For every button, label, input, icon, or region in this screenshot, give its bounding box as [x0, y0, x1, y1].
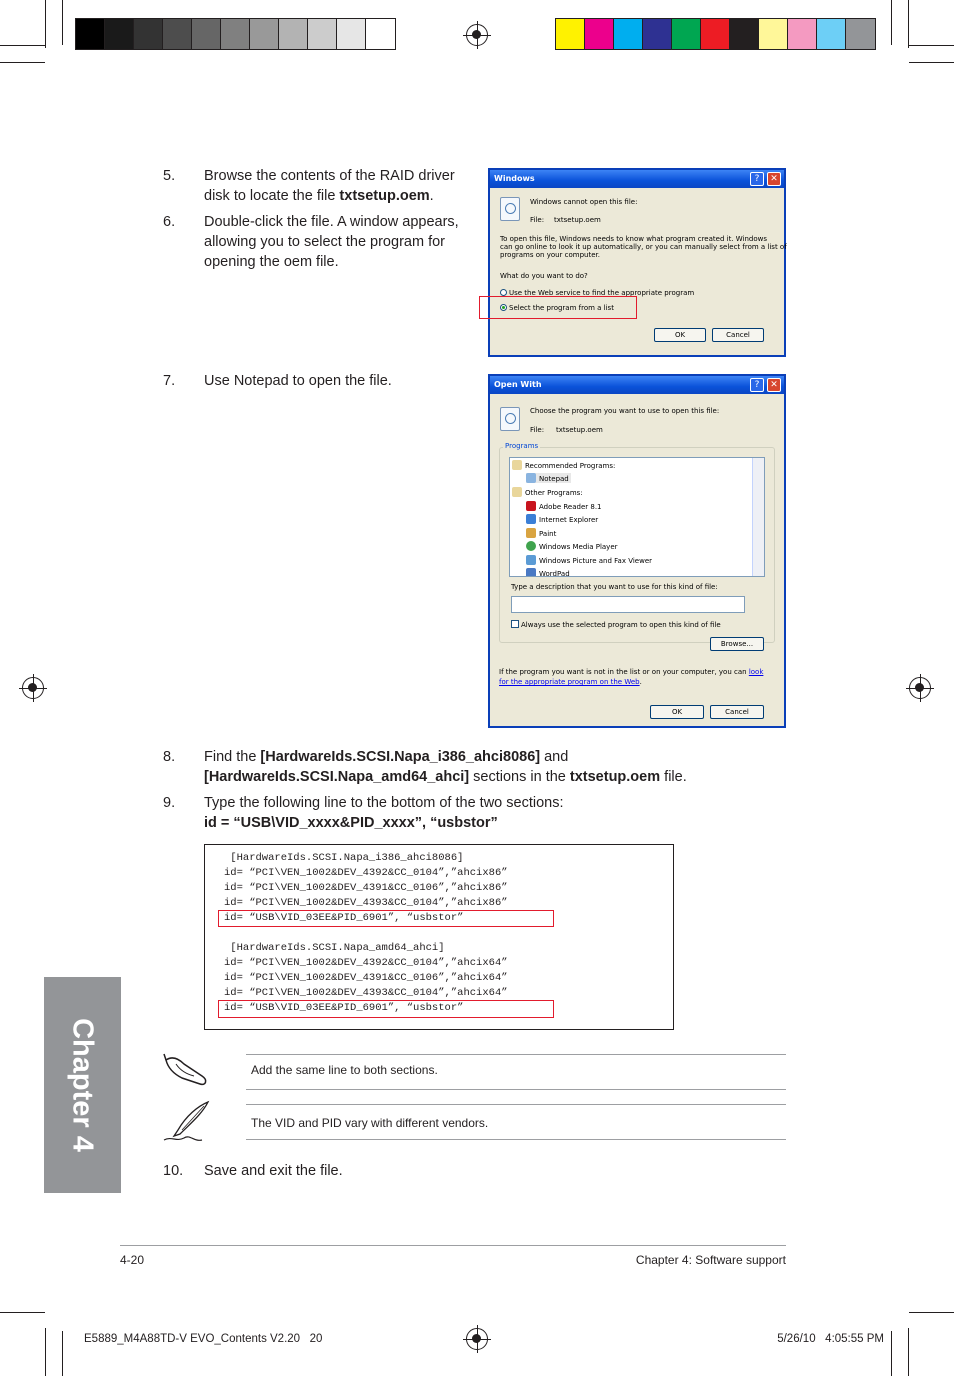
close-button[interactable]: ✕ [767, 378, 781, 392]
gray-swatch [279, 19, 308, 49]
color-swatch [817, 19, 846, 49]
ok-button[interactable]: OK [654, 328, 706, 342]
dialog-title: Windows [490, 170, 784, 188]
gray-swatch [163, 19, 192, 49]
wordpad-icon [526, 568, 536, 577]
registration-mark-icon [466, 1328, 488, 1350]
code-line: id= “PCI\VEN_1002&DEV_4392&CC_0104”,”ahcix86” [224, 867, 508, 879]
crop-mark [909, 45, 954, 46]
gray-swatch [105, 19, 134, 49]
color-swatch [730, 19, 759, 49]
crop-mark [909, 62, 954, 63]
notepad-icon [526, 473, 536, 483]
dialog-message: Windows cannot open this file: [530, 198, 638, 206]
step-text: and [540, 749, 569, 765]
program-label: Windows Media Player [539, 543, 618, 551]
highlight-box [218, 910, 554, 927]
note-divider [246, 1139, 786, 1140]
color-swatch [759, 19, 788, 49]
step-text: Browse the contents of the RAID driver [204, 168, 455, 184]
group-label: Programs [505, 442, 539, 450]
pen-note-icon [162, 1100, 212, 1146]
step-number: 5. [163, 168, 176, 184]
step-number: 7. [163, 373, 176, 389]
code-line: id= “PCI\VEN_1002&DEV_4391&CC_0106”,”ahcix86” [224, 882, 508, 894]
dialog-question: What do you want to do? [500, 272, 588, 280]
crop-mark [45, 1328, 46, 1376]
note-text: Add the same line to both sections. [251, 1063, 438, 1077]
crop-mark [908, 1328, 909, 1376]
web-notice [499, 678, 642, 686]
program-notepad[interactable] [526, 473, 571, 483]
description-input[interactable] [511, 596, 745, 613]
gray-swatch [76, 19, 105, 49]
crop-mark [45, 0, 46, 48]
media-player-icon [526, 541, 536, 551]
cancel-button[interactable]: Cancel [710, 705, 764, 719]
dialog-title: Open With [490, 376, 784, 394]
note-divider [246, 1089, 786, 1090]
section-name: [HardwareIds.SCSI.Napa_amd64_ahci] [204, 769, 470, 785]
step-text: Double-click the file. A window appears, [204, 214, 459, 230]
crop-mark [0, 1312, 45, 1313]
program-media-player[interactable] [526, 541, 618, 551]
step-text: sections in the [469, 769, 570, 785]
dialog-text: To open this file, Windows needs to know what program created it. Windows [500, 235, 768, 243]
color-swatch [672, 19, 701, 49]
footer-rule [120, 1245, 786, 1246]
footer-section: Chapter 4: Software support [635, 1253, 786, 1267]
list-header-label: Other Programs: [525, 489, 583, 497]
folder-icon [512, 487, 522, 497]
registration-mark-icon [466, 24, 488, 46]
registration-mark-icon [22, 677, 44, 699]
list-header-label: Recommended Programs: [525, 462, 616, 470]
step-8 [163, 747, 763, 789]
color-swatch [585, 19, 614, 49]
filename: txtsetup.oem [339, 188, 430, 204]
step-6 [163, 212, 473, 274]
note-divider [246, 1054, 786, 1055]
description-label: Type a description that you want to use for this kind of file: [511, 583, 718, 591]
adobe-reader-icon [526, 501, 536, 511]
step-number: 10. [163, 1163, 184, 1179]
step-number: 9. [163, 795, 176, 811]
notice-text: . [639, 678, 642, 686]
step-7 [163, 371, 473, 391]
file-search-icon [500, 407, 520, 431]
file-label: File: [530, 216, 545, 224]
chapter-tab [44, 977, 121, 1193]
program-label: WordPad [539, 570, 570, 577]
gray-swatch [337, 19, 366, 49]
code-line: id= “PCI\VEN_1002&DEV_4391&CC_0106”,”ahcix64” [224, 972, 508, 984]
section-name: [HardwareIds.SCSI.Napa_i386_ahci8086] [260, 749, 541, 765]
color-swatch [556, 19, 585, 49]
help-button[interactable]: ? [750, 172, 764, 186]
paint-icon [526, 528, 536, 538]
open-with-dialog [488, 374, 786, 728]
crop-mark [909, 1312, 954, 1313]
crop-mark [891, 1331, 892, 1376]
step-9 [163, 793, 763, 835]
dialog-text: programs on your computer. [500, 251, 601, 259]
crop-mark [891, 0, 892, 45]
crop-mark [62, 1331, 63, 1376]
step-text: disk to locate the file [204, 188, 340, 204]
cancel-button[interactable]: Cancel [712, 328, 764, 342]
step-text: Type the following line to the bottom of the two sections: [204, 795, 564, 811]
program-label: Windows Picture and Fax Viewer [539, 557, 653, 565]
code-line: id= “PCI\VEN_1002&DEV_4393&CC_0104”,”ahcix64” [224, 987, 508, 999]
dialog-message: Choose the program you want to use to open this file: [530, 407, 720, 415]
color-calibration-bar [555, 18, 876, 50]
color-swatch [788, 19, 817, 49]
step-text: . [429, 188, 434, 204]
color-swatch [614, 19, 643, 49]
hand-note-icon [162, 1050, 212, 1090]
code-line: [HardwareIds.SCSI.Napa_amd64_ahci] [224, 942, 445, 954]
highlight-box [218, 1000, 554, 1018]
chapter-tab-label: Chapter 4 [66, 1018, 99, 1152]
page-number: 4-20 [120, 1253, 145, 1267]
step-text: Save and exit the file. [204, 1163, 343, 1179]
gray-swatch [221, 19, 250, 49]
program-picture-fax-viewer[interactable] [526, 555, 652, 565]
code-instruction: id = “USB\VID_xxxx&PID_xxxx”, “usbstor” [204, 815, 498, 831]
browse-button[interactable]: Browse... [710, 637, 764, 651]
picture-viewer-icon [526, 555, 536, 565]
dialog-text: can go online to look it up automatically, or you can manually select from a list of [500, 243, 787, 251]
filename: txtsetup.oem [569, 769, 661, 785]
highlight-box [479, 296, 637, 319]
step-5 [163, 166, 473, 208]
gray-swatch [192, 19, 221, 49]
checkbox-icon [511, 620, 519, 628]
registration-mark-icon [909, 677, 931, 699]
step-text: allowing you to select the program for [204, 234, 445, 250]
code-line: id= “PCI\VEN_1002&DEV_4392&CC_0104”,”ahcix64” [224, 957, 508, 969]
crop-mark [62, 0, 63, 45]
grayscale-calibration-bar [75, 18, 396, 50]
note-text: The VID and PID vary with different vendors. [251, 1116, 489, 1130]
gray-swatch [308, 19, 337, 49]
web-notice [499, 668, 763, 676]
step-text: Use Notepad to open the file. [204, 373, 392, 389]
program-label: Notepad [539, 475, 569, 483]
always-use-checkbox[interactable] [511, 620, 721, 629]
list-header-recommended [512, 460, 615, 470]
file-name: txtsetup.oem [556, 426, 603, 434]
color-swatch [701, 19, 730, 49]
internet-explorer-icon [526, 514, 536, 524]
crop-mark [0, 62, 45, 63]
step-10 [163, 1161, 463, 1181]
code-line: id= “USB\VID_03EE&PID_6901”, “usbstor” [224, 912, 464, 924]
program-adobe-reader[interactable] [526, 501, 602, 511]
close-button[interactable]: ✕ [767, 172, 781, 186]
gray-swatch [134, 19, 163, 49]
code-line: id= “USB\VID_03EE&PID_6901”, “usbstor” [224, 1002, 464, 1014]
color-swatch [643, 19, 672, 49]
step-text: file. [660, 769, 687, 785]
file-search-icon [500, 197, 520, 221]
code-line [224, 926, 508, 941]
gray-swatch [366, 19, 395, 49]
help-button[interactable]: ? [750, 378, 764, 392]
web-link[interactable]: look [748, 668, 764, 676]
step-number: 8. [163, 749, 176, 765]
list-scrollbar[interactable] [752, 458, 764, 576]
code-line: id= “PCI\VEN_1002&DEV_4393&CC_0104”,”ahcix86” [224, 897, 508, 909]
step-text: opening the oem file. [204, 254, 339, 270]
radio-label: Select the program from a list [509, 304, 614, 312]
program-label: Internet Explorer [539, 516, 599, 524]
color-swatch [846, 19, 875, 49]
crop-mark [0, 45, 45, 46]
web-link[interactable]: for the appropriate program on the Web [499, 678, 640, 686]
slug-right: 5/26/10 4:05:55 PM [777, 1333, 884, 1345]
notice-text: If the program you want is not in the list or on your computer, you can [499, 668, 749, 676]
windows-open-dialog [488, 168, 786, 357]
file-label: File: [530, 426, 545, 434]
code-line: [HardwareIds.SCSI.Napa_i386_ahci8086] [224, 852, 464, 864]
checkbox-label: Always use the selected program to open this kind of file [521, 621, 721, 629]
step-number: 6. [163, 214, 176, 230]
program-wordpad[interactable] [526, 568, 570, 577]
file-name: txtsetup.oem [554, 216, 601, 224]
gray-swatch [250, 19, 279, 49]
program-label: Paint [539, 530, 557, 538]
folder-icon [512, 460, 522, 470]
note-divider [246, 1104, 786, 1105]
ok-button[interactable]: OK [650, 705, 704, 719]
program-label: Adobe Reader 8.1 [539, 503, 602, 511]
program-internet-explorer[interactable] [526, 514, 598, 524]
radio-icon [500, 289, 507, 296]
code-listing [224, 851, 508, 1016]
list-header-other [512, 487, 583, 497]
step-text: Find the [204, 749, 261, 765]
programs-list[interactable] [509, 457, 765, 577]
program-paint[interactable] [526, 528, 556, 538]
radio-label: Use the Web service to find the appropriate program [509, 289, 695, 297]
crop-mark [908, 0, 909, 48]
slug-left: E5889_M4A88TD-V EVO_Contents V2.20 20 [84, 1333, 323, 1345]
